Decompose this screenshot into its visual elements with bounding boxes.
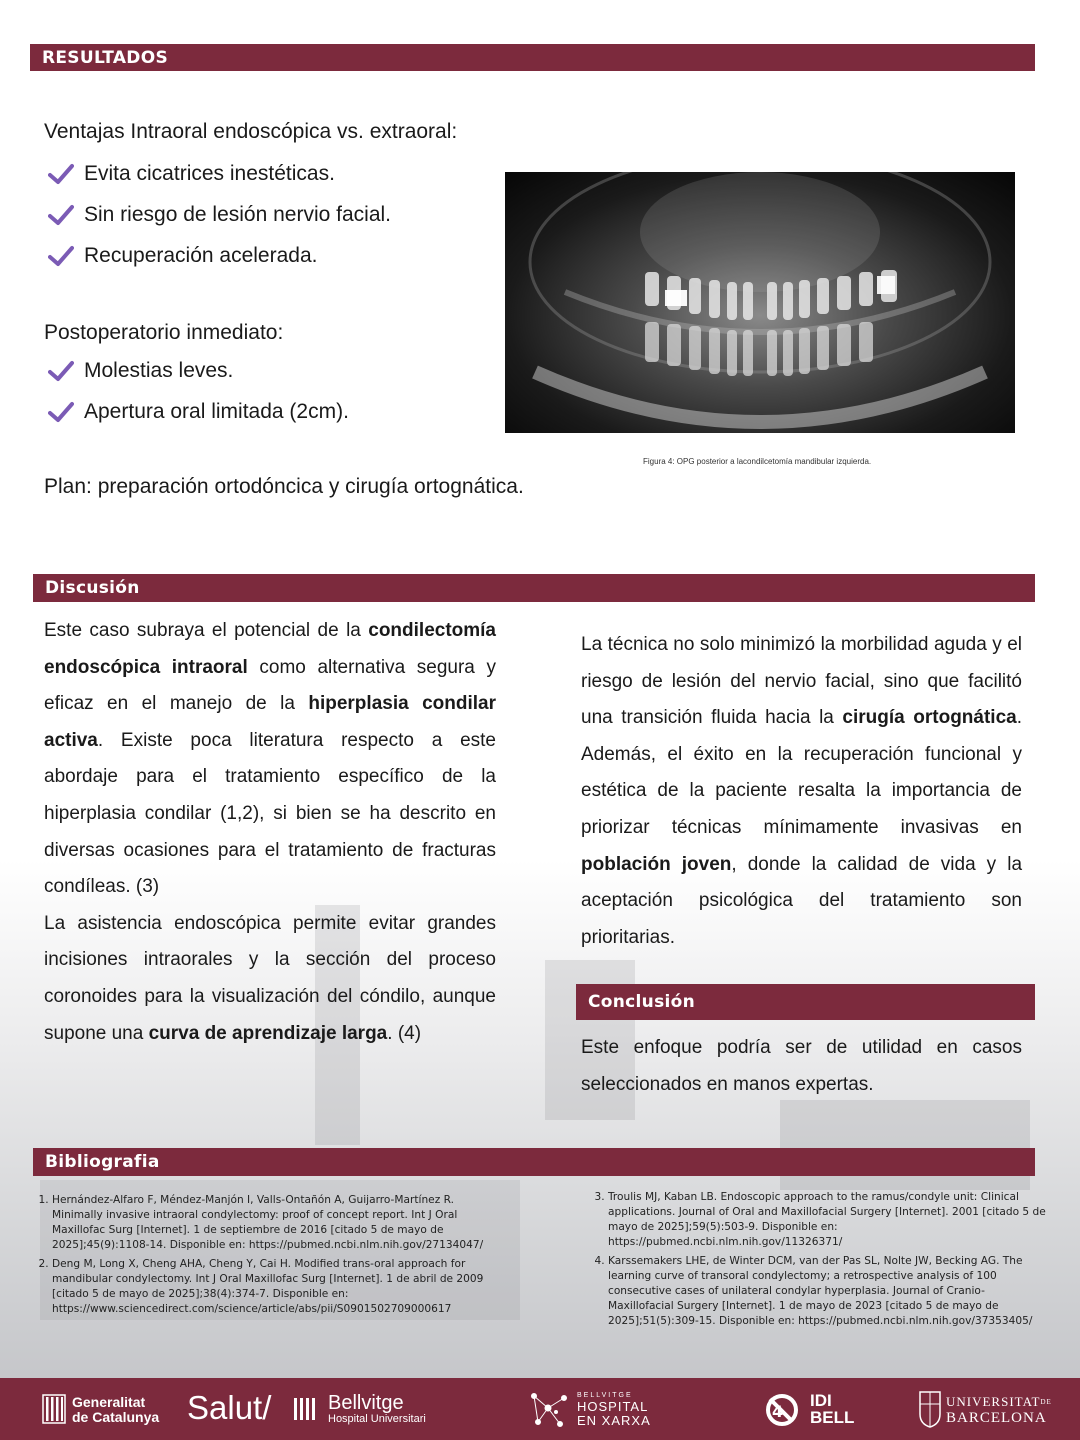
section-header-conclusion: Conclusión — [576, 984, 1035, 1020]
bibliography-item: 3. Troulis MJ, Kaban LB. Endoscopic approach to the ramus/condyle unit: Clinical applications. Journal of Oral and Maxillofacial Surgery [Internet]. 2001 [citado 5 de mayo de 2025];59(5):503-9. Disponible en: https://pubmed.ncbi.nlm.nih.gov/11326371/ — [608, 1190, 1046, 1250]
ventajas-list — [48, 153, 488, 276]
university-logo-text: $UNIVERSITAT^{DE}$ BARCELONA — [946, 1394, 1052, 1426]
university-crest-icon — [918, 1390, 942, 1428]
hospital-en-xarxa-network-icon — [528, 1390, 570, 1430]
bellvitge-logo-text: Bellvitge Hospital Universitari — [328, 1392, 426, 1425]
discusion-column-left — [44, 613, 496, 1052]
bibliography-column-left — [30, 1193, 490, 1321]
section-header-discusion: Discusión — [33, 574, 1035, 602]
discusion-column-right — [581, 627, 1022, 956]
hospital-en-xarxa-text: BELLVITGE HOSPITAL EN XARXA — [577, 1392, 651, 1428]
list-item — [48, 391, 488, 432]
list-item — [48, 350, 488, 391]
list-item-text: Molestias leves. — [84, 358, 234, 382]
discusion-paragraph-1: Este caso subraya el potencial de la condilectomía endoscópica intraoral como alternativa segura y eficaz en el manejo de la hiperplasia condilar activa. Existe poca literatura respecto a este abordaje para el tratamiento específico de la hiperplasia condilar (1,2), si bien se ha descrito en diversas ocasiones para el tratamiento de fracturas condíleas. (3) — [44, 620, 497, 898]
idibell-logo-text: IDI BELL — [810, 1391, 855, 1427]
bibliography-item: 4. Karssemakers LHE, de Winter DCM, van der Pas SL, Nolte JW, Becking AG. The learning curve of transoral condylectomy; a retrospective analysis of 100 consecutive cases of unilateral condylar hyperplasia. Journal of Cranio-Maxillofacial Surgery [Internet]. 1 de mayo de 2023 [citado 5 de mayo de 2025];51(5):309-15. Disponible en: https://pubmed.ncbi.nlm.nih.gov/37353405/ — [608, 1254, 1046, 1329]
conclusion-text: Este enfoque podría ser de utilidad en casos seleccionados en manos expertas. — [581, 1037, 1022, 1095]
bibliography-item: 2. Deng M, Long X, Cheng AHA, Cheng Y, Cai H. Modified trans-oral approach for mandibular condylectomy. Int J Oral Maxillofac Surg [Internet]. 1 de abril de 2009 [citado 5 de mayo de 2025];38(4):374-7. Disponible en: https://www.sciencedirect.com/science/article/abs/pii/S0901502709000617 — [52, 1257, 490, 1317]
discusion-paragraph-2: La asistencia endoscópica permite evitar grandes incisiones intraorales y la sección del proceso coronoides para la visualización del cóndilo, aunque supone una curva de aprendizaje larga. (4) — [44, 912, 496, 1044]
section-header-resultados: RESULTADOS — [30, 44, 1035, 71]
section-header-bibliografia: Bibliografia — [33, 1148, 1035, 1176]
list-item — [48, 235, 488, 276]
postop-list — [48, 350, 488, 432]
salut-logo: Salut/ — [187, 1389, 272, 1426]
generalitat-logo-text: Generalitat de Catalunya — [72, 1394, 160, 1425]
figure-caption: Figura 4: OPG posterior a lacondilcetomía mandibular izquierda. — [643, 457, 872, 466]
discusion-paragraph-3: La técnica no solo minimizó la morbilidad aguda y el riesgo de lesión del nervio facial, sino que facilitó una transición fluida hacia la cirugía ortognática. Además, el éxito en la recuperación funcional y estética de la paciente resalta la importancia de priorizar técnicas mínimamente invasivas en población joven, donde la calidad de vida y la aceptación psicológica del tratamiento son prioritarias. — [581, 634, 1023, 948]
list-item — [48, 194, 488, 235]
list-item-text: Evita cicatrices inestéticas. — [84, 161, 335, 185]
checkmark-icon — [48, 163, 74, 185]
postop-title: Postoperatorio inmediato: — [44, 321, 284, 344]
list-item-text: Sin riesgo de lesión nervio facial. — [84, 202, 392, 226]
checkmark-icon — [48, 245, 74, 267]
xray-illustration — [505, 172, 1015, 433]
checkmark-icon — [48, 401, 74, 423]
list-item-text: Recuperación acelerada. — [84, 243, 318, 267]
checkmark-icon — [48, 360, 74, 382]
bibliography-item: 1. Hernández-Alfaro F, Méndez-Manjón I, Valls-Ontañón A, Guijarro-Martínez R. Minimally invasive intraoral condylectomy: proof of concept report. Int J Oral Maxillofac Surg [Internet]. 1 de septiembre de 2016 [citado 5 de mayo de 2025];45(9):1108-14. Disponible en: https://pubmed.ncbi.nlm.nih.gov/27134047/ — [52, 1193, 490, 1253]
bellvitge-logo-icon — [292, 1395, 322, 1423]
svg-text:4: 4 — [772, 1402, 784, 1421]
generalitat-logo-icon — [42, 1394, 66, 1424]
plan-text: Plan: preparación ortodóncica y cirugía ortognática. — [44, 475, 524, 498]
list-item-text: Apertura oral limitada (2cm). — [84, 399, 349, 423]
background-building — [780, 1100, 1030, 1190]
list-item — [48, 153, 488, 194]
idibell-logo-icon — [762, 1391, 804, 1429]
footer-logos — [0, 1378, 1080, 1440]
bibliography-column-right — [586, 1190, 1046, 1333]
checkmark-icon — [48, 204, 74, 226]
ventajas-title: Ventajas Intraoral endoscópica vs. extraoral: — [44, 120, 458, 143]
panoramic-xray-image — [505, 172, 1015, 433]
